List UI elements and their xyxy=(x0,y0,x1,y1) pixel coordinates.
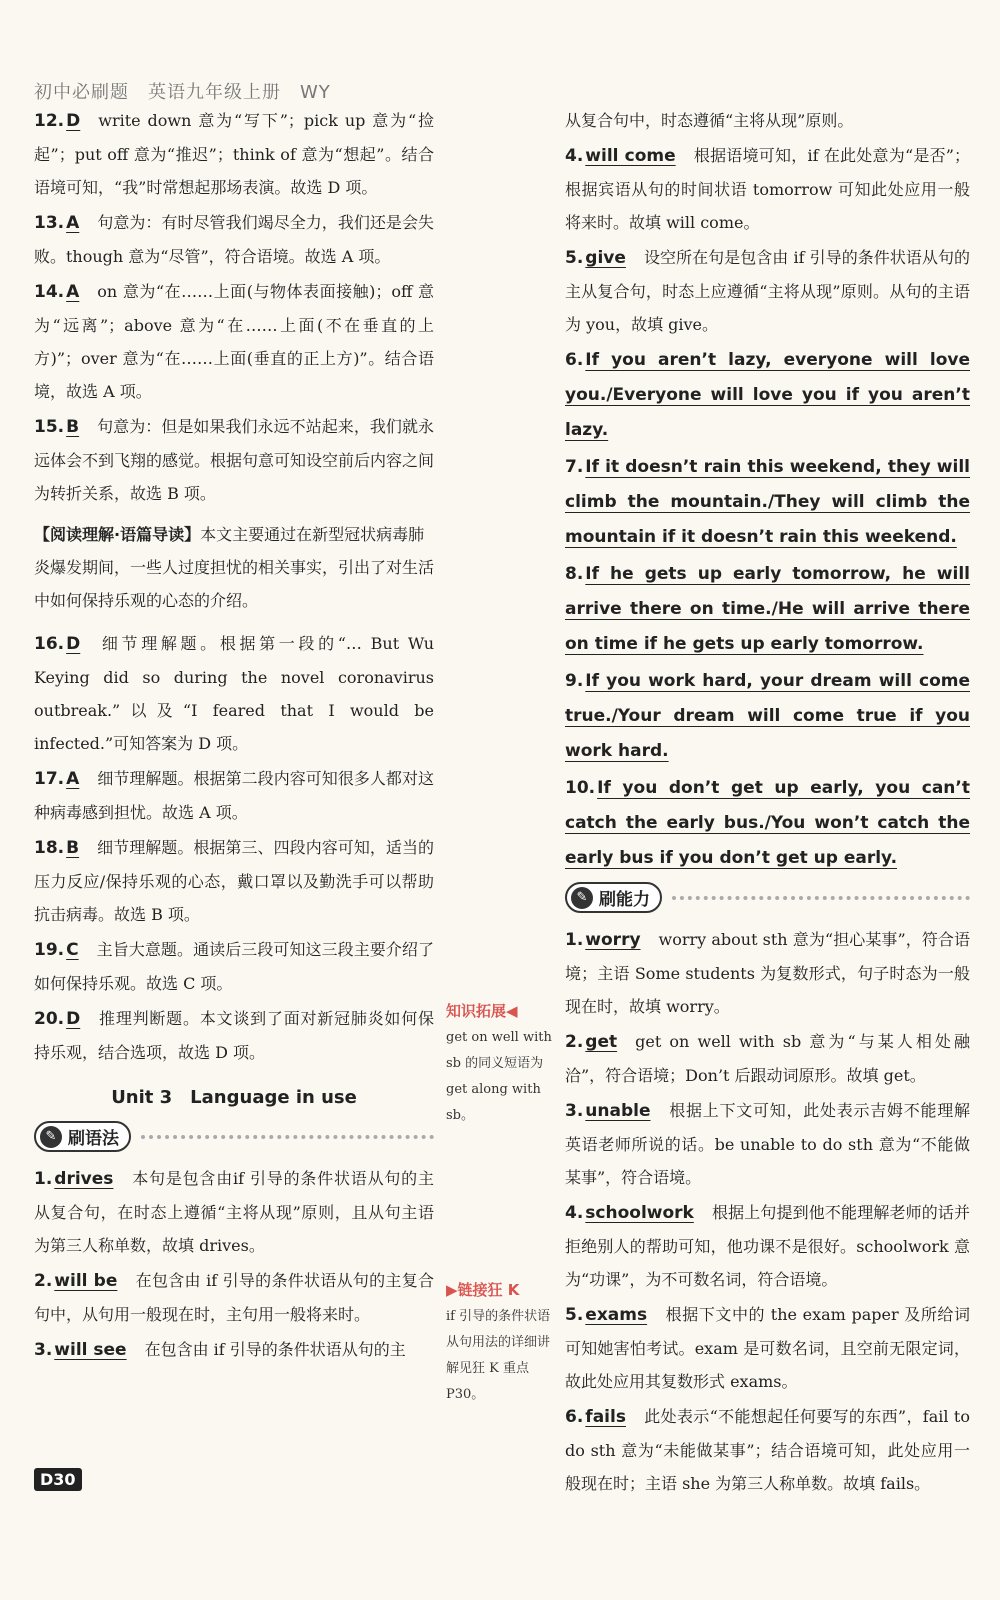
answer-item: 2. get get on well with sb 意为“与某人相处融洽”，符合语境；Don’t 后跟动词原形。故填 get。 xyxy=(565,1032,970,1085)
answer-item: 13. A 句意为：有时尽管我们竭尽全力，我们还是会失败。though 意为“尽管”，符合语境。故选 A 项。 xyxy=(34,213,434,266)
section-grammar: ✎ 刷语法 xyxy=(34,1121,434,1152)
left-column xyxy=(34,104,434,1369)
reading-guide: 【阅读理解·语篇导读】本文主要通过在新型冠状病毒肺炎爆发期间，一些人过度担忧的相关事实，引出了对生活中如何保持乐观的心态的介绍。 xyxy=(34,525,435,610)
answer-item: 20. D 推理判断题。本文谈到了面对新冠肺炎如何保持乐观，结合选项，故选 D 项。 xyxy=(34,1009,434,1062)
answer-item: 19. C 主旨大意题。通读后三段可知这三段主要介绍了如何保持乐观。故选 C 项。 xyxy=(34,940,434,993)
section-icon: ✎ xyxy=(571,887,593,909)
answer-item: 3. will see 在包含由 if 引导的条件状语从句的主 xyxy=(34,1340,406,1360)
answer-item: 1. drives 本句是包含由if 引导的条件状语从句的主从复合句，在时态上遵循“主将从现”原则，且从句主语为第三人称单数，故填 drives。 xyxy=(34,1169,434,1255)
answer-item: 1. worry worry about sth 意为“担心某事”，符合语境；主语 Some students 为复数形式，句子时态为一般现在时，故填 worry。 xyxy=(565,930,970,1016)
margin-notes xyxy=(446,1000,554,1558)
sentence-item: 10. If you don’t get up early, you can’t catch the early bus./You won’t catch the early bus if you don’t get up early. xyxy=(565,778,970,868)
sentence-item: 8. If he gets up early tomorrow, he will arrive there on time./He will arrive there on time if he gets up early tomorrow. xyxy=(565,564,970,654)
sentence-item: 7. If it doesn’t rain this weekend, they will climb the mountain./They will climb the mountain if it doesn’t rain this weekend. xyxy=(565,457,970,547)
answer-item: 3. unable 根据上下文可知，此处表示吉姆不能理解英语老师所说的话。be unable to do sth 意为“不能做某事”，符合语境。 xyxy=(565,1101,970,1187)
section-ability: ✎ 刷能力 xyxy=(565,882,970,913)
answer-item: 6. fails 此处表示“不能想起任何要写的东西”，fail to do sth 意为“未能做某事”；结合语境可知，此处应用一般现在时；主语 she 为第三人称单数。故填 fails。 xyxy=(565,1407,970,1493)
answer-item: 17. A 细节理解题。根据第二段内容可知很多人都对这种病毒感到担忧。故选 A 项。 xyxy=(34,769,434,822)
tip-knowledge: 知识拓展◀ get on well with sb 的同义短语为 get along with sb。 xyxy=(446,1002,552,1123)
answer-item: 4. schoolwork 根据上句提到他不能理解老师的话并拒绝别人的帮助可知，他功课不是很好。schoolwork 意为“功课”，为不可数名词，符合语境。 xyxy=(565,1203,970,1289)
right-column xyxy=(565,104,970,1502)
answer-item: 5. exams 根据下文中的 the exam paper 及所给词可知她害怕考试。exam 是可数名词，且空前无限定词，故此处应用其复数形式 exams。 xyxy=(565,1305,970,1391)
answer-item: 14. A on 意为“在……上面(与物体表面接触)；off 意为“远离”；above 意为“在……上面(不在垂直的上方)”；over 意为“在……上面(垂直的正上方)”。结合语境，故选 A 项。 xyxy=(34,282,434,401)
answer-item: 15. B 句意为：但是如果我们永远不站起来，我们就永远体会不到飞翔的感觉。根据句意可知设空前后内容之间为转折关系，故选 B 项。 xyxy=(34,417,435,503)
answer-item: 16. D 细节理解题。根据第一段的“… But Wu Keying did so during the novel coronavirus outbreak.”以及“I feared that I would be infected.”可知答案为 D 项。 xyxy=(34,634,434,753)
section-icon: ✎ xyxy=(40,1126,62,1148)
answer-item: 4. will come 根据语境可知，if 在此处意为“是否”；根据宾语从句的时间状语 tomorrow 可知此处应用一般将来时。故填 will come。 xyxy=(565,146,970,232)
answer-item: 5. give 设空所在句是包含由 if 引导的条件状语从句的主从复合句，时态上应遵循“主将从现”原则。从句的主语为 you，故填 give。 xyxy=(565,248,970,334)
sentence-item: 9. If you work hard, your dream will come true./Your dream will come true if you work hard. xyxy=(565,671,970,761)
tip-link: ▶链接狂 K if 引导的条件状语从句用法的详细讲解见狂 K 重点 P30。 xyxy=(446,1281,551,1402)
answer-item: 2. will be 在包含由 if 引导的条件状语从句的主复合句中，从句用一般现在时，主句用一般将来时。 xyxy=(34,1271,434,1324)
answer-item: 12. D write down 意为“写下”；pick up 意为“捡起”；put off 意为“推迟”；think of 意为“想起”。结合语境可知，“我”时常想起那场表演。故选 D 项。 xyxy=(34,111,434,197)
continuation-text: 从复合句中，时态遵循“主将从现”原则。 xyxy=(565,111,854,130)
sentence-item: 6. If you aren’t lazy, everyone will love you./Everyone will love you if you aren’t lazy. xyxy=(565,350,970,440)
running-header: 初中必刷题 英语九年级上册 WY xyxy=(34,82,331,103)
page-number: D30 xyxy=(34,1468,82,1491)
answer-item: 18. B 细节理解题。根据第三、四段内容可知，适当的压力反应/保持乐观的心态，戴口罩以及勤洗手可以帮助抗击病毒。故选 B 项。 xyxy=(34,838,434,924)
unit-title: Unit 3 Language in use xyxy=(111,1087,357,1108)
